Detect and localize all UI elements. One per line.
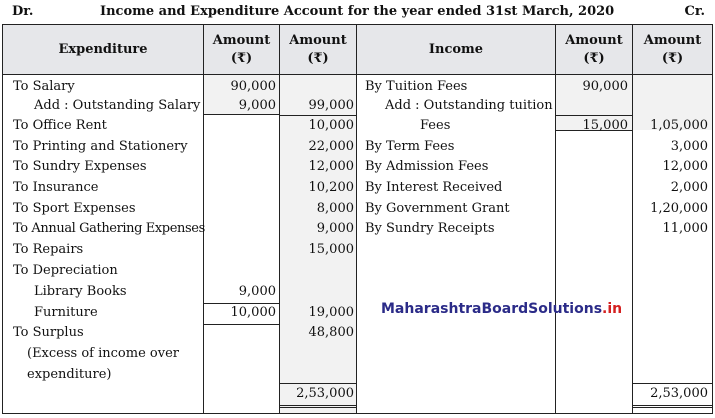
income-label: By Tuition Fees bbox=[365, 79, 468, 94]
total-double-rule bbox=[633, 405, 712, 408]
income-inner-amount: 15,000 bbox=[582, 118, 628, 133]
income-amount: 1,20,000 bbox=[650, 201, 708, 216]
expenditure-label: To Insurance bbox=[13, 180, 99, 195]
expenditure-label: Add : Outstanding Salary bbox=[34, 98, 201, 113]
expenditure-total: 2,53,000 bbox=[296, 386, 354, 401]
income-amount: 1,05,000 bbox=[650, 118, 708, 133]
expenditure-amount: 12,000 bbox=[308, 159, 354, 174]
income-total: 2,53,000 bbox=[650, 386, 708, 401]
expenditure-amount: 15,000 bbox=[308, 242, 354, 257]
expenditure-amount: 48,800 bbox=[308, 325, 354, 340]
expenditure-label: To Printing and Stationery bbox=[13, 139, 188, 154]
column-rule bbox=[356, 75, 357, 413]
expenditure-label: To Salary bbox=[13, 79, 75, 94]
expenditure-header: Expenditure bbox=[3, 25, 204, 75]
expenditure-amount: 10,200 bbox=[308, 180, 354, 195]
expenditure-label: To Office Rent bbox=[13, 118, 107, 133]
expenditure-label: To Surplus bbox=[13, 325, 84, 340]
income-expenditure-table bbox=[2, 24, 713, 414]
watermark-main: MaharashtraBoardSolutions bbox=[381, 301, 603, 317]
income-label: By Sundry Receipts bbox=[365, 221, 495, 236]
income-amount: 12,000 bbox=[662, 159, 708, 174]
expenditure-label: To Sundry Expenses bbox=[13, 159, 147, 174]
expenditure-label: expenditure) bbox=[27, 367, 112, 382]
expenditure-label: To Annual Gathering Expenses bbox=[13, 221, 205, 236]
currency-label: (₹) bbox=[661, 50, 684, 66]
income-label: By Term Fees bbox=[365, 139, 455, 154]
expenditure-amount: 99,000 bbox=[308, 98, 354, 113]
income-label: Add : Outstanding tuition bbox=[385, 98, 553, 113]
income-label: By Admission Fees bbox=[365, 159, 489, 174]
expenditure-label: (Excess of income over bbox=[27, 346, 179, 361]
currency-label: (₹) bbox=[230, 50, 253, 66]
amount-header-label: Amount bbox=[289, 32, 347, 48]
amount-header bbox=[633, 25, 712, 75]
expenditure-inner-amount: 9,000 bbox=[238, 284, 276, 299]
income-amount: 11,000 bbox=[662, 221, 708, 236]
column-rule bbox=[203, 75, 204, 413]
credit-label: Cr. bbox=[684, 4, 705, 19]
amount-header bbox=[556, 25, 633, 75]
expenditure-label: To Sport Expenses bbox=[13, 201, 136, 216]
expenditure-inner-amount: 90,000 bbox=[230, 79, 276, 94]
income-label: By Interest Received bbox=[365, 180, 503, 195]
amount-header bbox=[280, 25, 357, 75]
income-inner-amount: 90,000 bbox=[582, 79, 628, 94]
income-amount: 3,000 bbox=[670, 139, 708, 154]
account-title: Income and Expenditure Account for the year ended 31st March, 2020 bbox=[100, 4, 615, 19]
account-header bbox=[0, 0, 715, 24]
expenditure-amount: 22,000 bbox=[308, 139, 354, 154]
total-double-rule bbox=[280, 405, 357, 408]
expenditure-inner-amount: 10,000 bbox=[230, 305, 276, 320]
income-header: Income bbox=[357, 25, 556, 75]
amount-header-label: Amount bbox=[643, 32, 702, 48]
currency-label: (₹) bbox=[583, 50, 605, 66]
expenditure-inner-amount: 9,000 bbox=[238, 98, 276, 113]
expenditure-amount: 19,000 bbox=[308, 305, 354, 320]
income-label: Fees bbox=[420, 118, 451, 133]
income-label: By Government Grant bbox=[365, 201, 510, 216]
watermark bbox=[381, 301, 622, 317]
expenditure-label: Library Books bbox=[34, 284, 127, 299]
income-amount: 2,000 bbox=[670, 180, 708, 195]
amount-header bbox=[204, 25, 280, 75]
amount-header-label: Amount bbox=[212, 32, 271, 48]
expenditure-label: To Repairs bbox=[13, 242, 84, 257]
expenditure-amount: 9,000 bbox=[316, 221, 354, 236]
expenditure-amount: 8,000 bbox=[316, 201, 354, 216]
currency-label: (₹) bbox=[307, 50, 329, 66]
debit-label: Dr. bbox=[12, 4, 34, 19]
expenditure-label: To Depreciation bbox=[13, 263, 118, 278]
subtotal-rule bbox=[204, 324, 280, 325]
amount-header-label: Amount bbox=[565, 32, 623, 48]
expenditure-amount: 10,000 bbox=[308, 118, 354, 133]
watermark-tld: .in bbox=[602, 301, 623, 317]
expenditure-label: Furniture bbox=[34, 305, 98, 320]
